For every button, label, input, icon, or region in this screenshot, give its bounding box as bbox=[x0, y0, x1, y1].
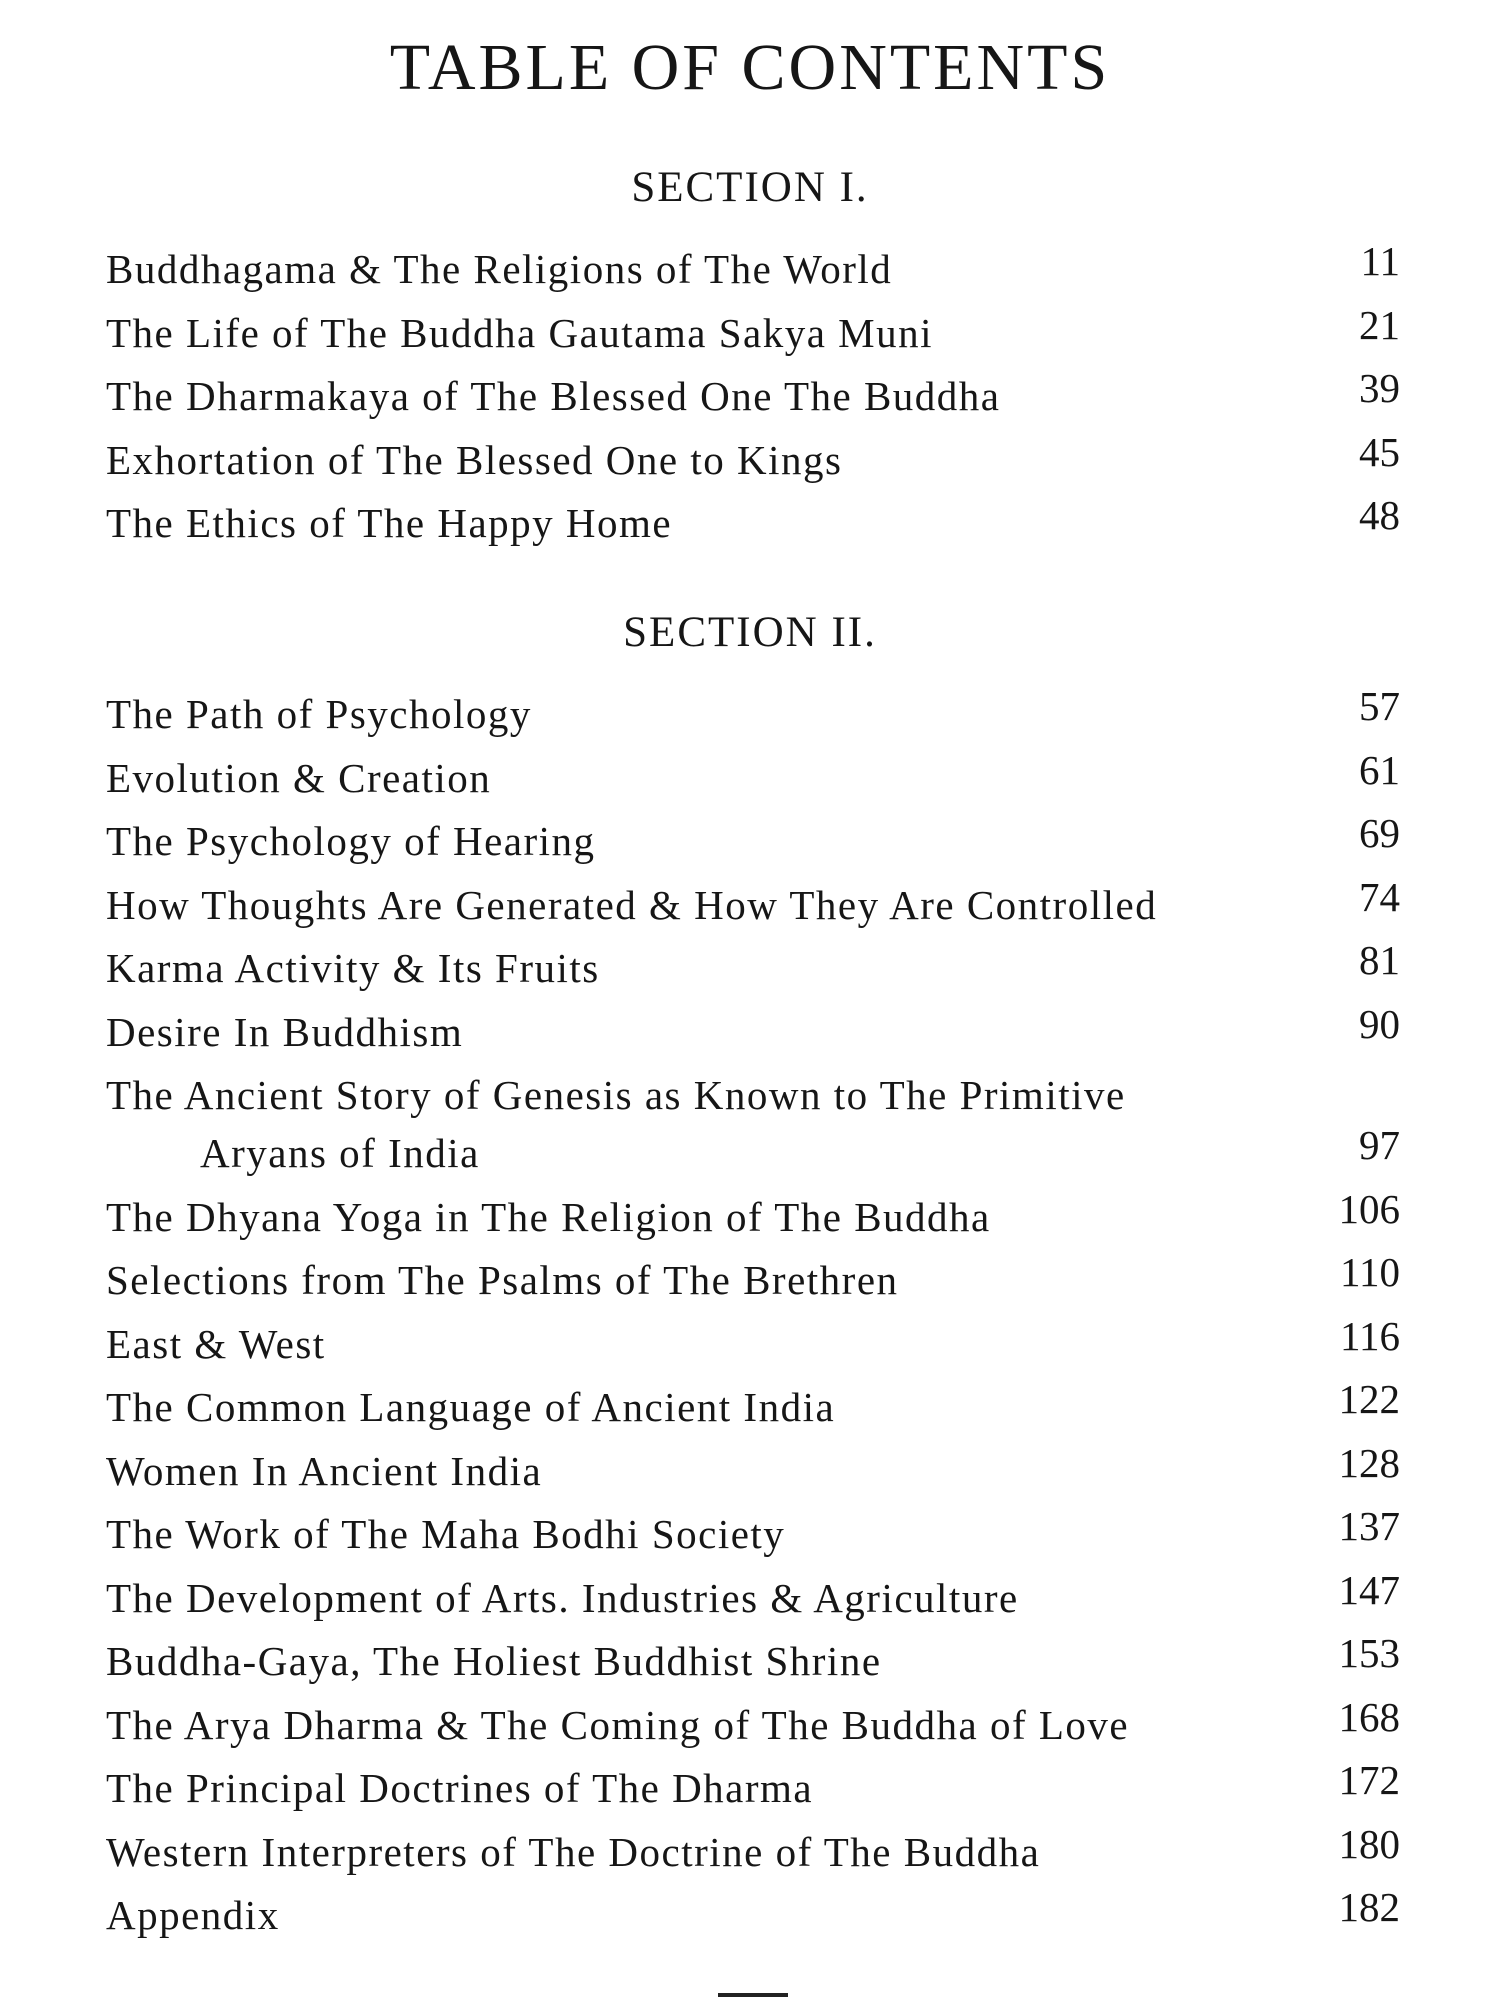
toc-entry-title: Women In Ancient India bbox=[106, 1447, 543, 1494]
section-heading: SECTION I. bbox=[631, 164, 869, 211]
toc-entry-page-number: 39 bbox=[1359, 365, 1400, 411]
end-rule bbox=[718, 1993, 788, 1997]
toc-entry-title: East & West bbox=[106, 1320, 326, 1367]
toc-entry-title: The Work of The Maha Bodhi Society bbox=[106, 1511, 786, 1557]
toc-entry-page-number: 147 bbox=[1338, 1566, 1400, 1613]
toc-entry-page-number: 21 bbox=[1359, 301, 1400, 348]
toc-entry-title: The Dhyana Yoga in The Religion of The Buddha bbox=[106, 1193, 991, 1240]
toc-entry-page-number: 116 bbox=[1340, 1312, 1400, 1359]
toc-entry-page-number: 97 bbox=[1359, 1122, 1400, 1168]
toc-entry-title: Western Interpreters of The Doctrine of The Buddha bbox=[106, 1828, 1041, 1875]
toc-entry-title: The Arya Dharma & The Coming of The Buddha of Love bbox=[106, 1701, 1130, 1748]
toc-entry-page-number: 61 bbox=[1359, 746, 1400, 793]
toc-entry-title: The Dharmakaya of The Blessed One The Buddha bbox=[106, 373, 1001, 419]
toc-entry-title: The Life of The Buddha Gautama Sakya Muni bbox=[106, 309, 934, 356]
toc-entry-page-number: 81 bbox=[1359, 937, 1400, 983]
toc-entry-title: The Common Language of Ancient India bbox=[106, 1384, 836, 1430]
toc-entry-page-number: 45 bbox=[1359, 428, 1400, 475]
toc-entry-page-number: 57 bbox=[1359, 683, 1400, 729]
toc-entry-page-number: 128 bbox=[1338, 1439, 1400, 1486]
toc-entry-page-number: 122 bbox=[1338, 1376, 1400, 1422]
toc-entry-title: The Development of Arts. Industries & Agriculture bbox=[106, 1574, 1019, 1621]
toc-entry-title: The Principal Doctrines of The Dharma bbox=[106, 1765, 814, 1811]
toc-entry-page-number: 180 bbox=[1338, 1820, 1400, 1867]
toc-entry-title: The Ethics of The Happy Home bbox=[106, 500, 673, 546]
toc-entry-page-number: 90 bbox=[1359, 1000, 1400, 1047]
toc-entry-title: The Psychology of Hearing bbox=[106, 818, 596, 864]
toc-entry-page-number: 11 bbox=[1360, 238, 1400, 284]
toc-entry-page-number: 172 bbox=[1338, 1757, 1400, 1803]
toc-entry-title: The Ancient Story of Genesis as Known to The Primitive bbox=[106, 1072, 1126, 1118]
toc-entry-title: Exhortation of The Blessed One to Kings bbox=[106, 436, 843, 483]
toc-entry-title: Appendix bbox=[106, 1892, 280, 1938]
toc-entry-page-number: 110 bbox=[1340, 1249, 1400, 1295]
toc-entry-page-number: 137 bbox=[1338, 1503, 1400, 1549]
toc-entry-title: How Thoughts Are Generated & How They Are Controlled bbox=[106, 881, 1158, 928]
toc-entry-page-number: 69 bbox=[1359, 810, 1400, 856]
page-title: TABLE OF CONTENTS bbox=[389, 31, 1111, 104]
toc-entry-continuation: Aryans of India bbox=[200, 1130, 480, 1176]
toc-entry-page-number: 74 bbox=[1359, 873, 1400, 920]
toc-entry-title: Buddhagama & The Religions of The World bbox=[106, 246, 893, 292]
toc-entry-title: Desire In Buddhism bbox=[106, 1008, 464, 1055]
toc-entry-title: Buddha-Gaya, The Holiest Buddhist Shrine bbox=[106, 1638, 882, 1684]
toc-entry-title: The Path of Psychology bbox=[106, 691, 532, 737]
toc-entry-page-number: 153 bbox=[1338, 1630, 1400, 1676]
toc-entry-page-number: 182 bbox=[1338, 1884, 1400, 1930]
toc-entry-title: Karma Activity & Its Fruits bbox=[106, 945, 600, 991]
section-heading: SECTION II. bbox=[623, 609, 877, 656]
toc-entry-page-number: 48 bbox=[1359, 492, 1400, 538]
toc-entry-page-number: 168 bbox=[1338, 1693, 1400, 1740]
toc-entry-page-number: 106 bbox=[1338, 1185, 1400, 1232]
toc-entry-title: Selections from The Psalms of The Brethren bbox=[106, 1257, 899, 1303]
toc-entry-title: Evolution & Creation bbox=[106, 754, 492, 801]
